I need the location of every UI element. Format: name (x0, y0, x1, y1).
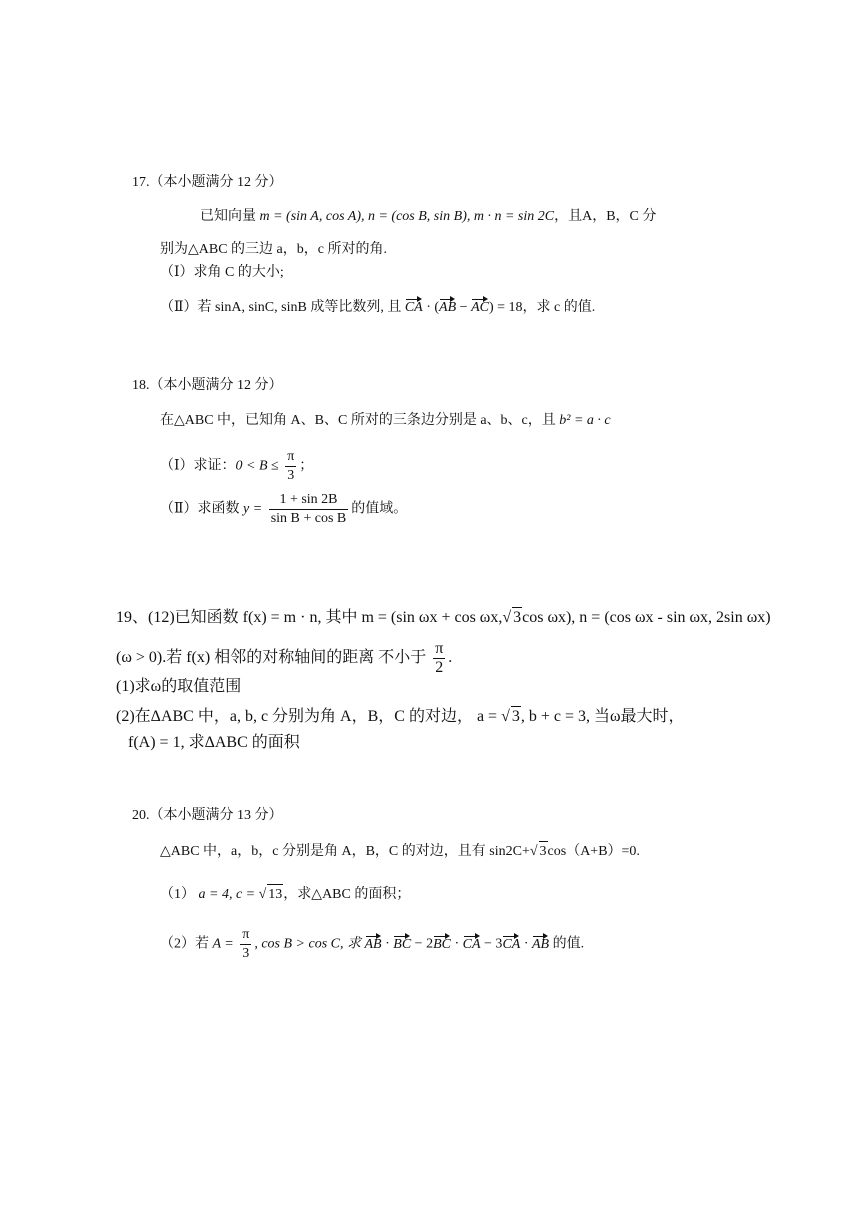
q17-l1-post: ，且A，B，C 分 (554, 209, 657, 224)
q20-p1-pre: （1） (160, 887, 195, 902)
q17-p2-pre: （Ⅱ）若 sinA, sinC, sinB 成等比数列, 且 (160, 300, 402, 315)
q20-p1-post: ，求△ABC 的面积； (283, 887, 411, 902)
q20-p1-formula: a = 4, c = (198, 887, 256, 902)
q19-l2-pre: (ω > 0).若 f(x) 相邻的对称轴间的距离 不小于 (116, 649, 427, 667)
q19-sqrt: 3 (513, 609, 522, 626)
q20-header: 20.（本小题满分 13 分） (132, 808, 283, 823)
vector-ca: CA (405, 298, 423, 318)
q20-l1-pre: △ABC 中，a，b，c 分别是角 A，B，C 的对边，且有 sin2C+ (160, 844, 530, 859)
q18-line1 (160, 411, 611, 431)
q19-sqrt-3: 3 (511, 708, 520, 725)
q18-p2-post: 的值域。 (351, 501, 408, 517)
vector-ac: AC (471, 298, 489, 318)
q18-p1-post: ； (299, 458, 314, 474)
q19-line1: 19、(12)已知函数 f(x) = m · n, 其中 m = (sin ωx + cos ωx,√ 3cos ωx), n = (cos ωx - sin ωx, 2sin ωx) (116, 609, 771, 626)
q18-l1-pre: 在△ABC 中，已知角 A、B、C 所对的三条边分别是 a、b、c，且 (160, 413, 556, 428)
q18-inequality: 0 < B ≤ (235, 458, 279, 474)
vector-ab: AB (532, 935, 549, 955)
q18-fraction (269, 491, 349, 528)
q17-line2: 别为△ABC 的三边 a，b，c 所对的角. (160, 242, 387, 257)
q18-formula: b² = a · c (559, 413, 611, 428)
q17-vector-n: n = (cos B, sin B) (367, 209, 467, 224)
q18-part1 (160, 448, 313, 485)
vector-ca: CA (502, 935, 520, 955)
q17-p2-eq: ) = 18 (488, 300, 523, 315)
q18-header: 18.（本小题满分 12 分） (132, 378, 283, 393)
frac-numerator: 1 + sin 2B (269, 491, 349, 510)
frac-denominator: sin B + cos B (270, 511, 347, 526)
q20-sqrt-3: 3 (539, 841, 548, 862)
q20-l1-post: cos（A+B）=0. (547, 844, 640, 859)
q19-l1-pre: 19、(12)已知函数 f(x) = m · n, 其中 m = (sin ωx + cos ωx, (116, 609, 503, 626)
q19-l1-post: cos ωx), n = (cos ωx - sin ωx, 2sin ωx) (522, 609, 771, 626)
q20-part2: （2）若 A = $\frac{\pi}{3}$ , cos B > cos C, 求 AB · BC − 2BC · CA − 3CA · AB 的值. (160, 927, 585, 961)
frac-numerator: π (435, 640, 444, 657)
q17-part2: （Ⅱ）若 sinA, sinC, sinB 成等比数列, 且 CA · (AB − AC) = 18，求 c 的值. (160, 298, 595, 318)
q17-l1-pre: 已知向量 (200, 209, 256, 224)
q20-p2-post: 的值. (552, 936, 585, 952)
q19-line4: (2)在ΔABC 中，a, b, c 分别为角 A，B，C 的对边， a = √ 3, b + c = 3, 当ω最大时， (116, 708, 685, 725)
q19-line2 (116, 640, 452, 677)
q19-l4-pre: (2)在ΔABC 中，a, b, c 分别为角 A，B，C 的对边， a = (116, 708, 498, 725)
vector-bc: BC (393, 935, 411, 955)
frac-denominator: 2 (435, 659, 444, 676)
q18-y: y = (243, 501, 263, 517)
q17-header: 17.（本小题满分 12 分） (132, 175, 283, 190)
q20-line1: △ABC 中，a，b，c 分别是角 A，B，C 的对边，且有 sin2C+√ 3cos（A+B）=0. (160, 841, 640, 862)
q20-p2-cond: , cos B > cos C, 求 (254, 936, 361, 952)
q17-p2-post: ，求 c 的值. (522, 300, 596, 315)
q18-part2 (160, 491, 407, 528)
q20-part1: （1） a = 4, c = √ 13，求△ABC 的面积； (160, 884, 410, 905)
q19-fraction-pi-2 (433, 640, 445, 677)
q19-line5: f(A) = 1, 求ΔABC 的面积 (128, 734, 300, 751)
q20-sqrt-13: 13 (267, 884, 283, 905)
q17-part1: （Ⅰ）求角 C 的大小; (160, 265, 284, 280)
q18-p2-pre: （Ⅱ）求函数 (160, 501, 240, 517)
q19-l2-post: . (448, 649, 453, 667)
vector-ca: CA (463, 935, 481, 955)
frac-numerator: π (240, 926, 251, 945)
q20-p2-pre: （2）若 (160, 936, 209, 952)
q18-fraction-pi-3 (285, 448, 296, 485)
vector-bc: BC (433, 935, 451, 955)
vector-ab: AB (439, 298, 456, 318)
q19-line3: (1)求ω的取值范围 (116, 678, 242, 695)
q17-vector-m: m = (sin A, cos A), (259, 209, 365, 224)
q20-p2-a: A = (212, 936, 234, 952)
vector-ab: AB (365, 935, 382, 955)
q18-p1-pre: （Ⅰ）求证： (160, 458, 236, 474)
frac-numerator: π (285, 448, 296, 467)
q17-dot-product: , m · n = sin 2C (466, 209, 555, 224)
q17-line1 (200, 207, 656, 227)
frac-denominator: 3 (242, 946, 250, 961)
frac-denominator: 3 (287, 468, 295, 483)
q19-l4-post: , b + c = 3, 当ω最大时， (520, 708, 685, 725)
q20-fraction-pi-3 (240, 926, 251, 963)
